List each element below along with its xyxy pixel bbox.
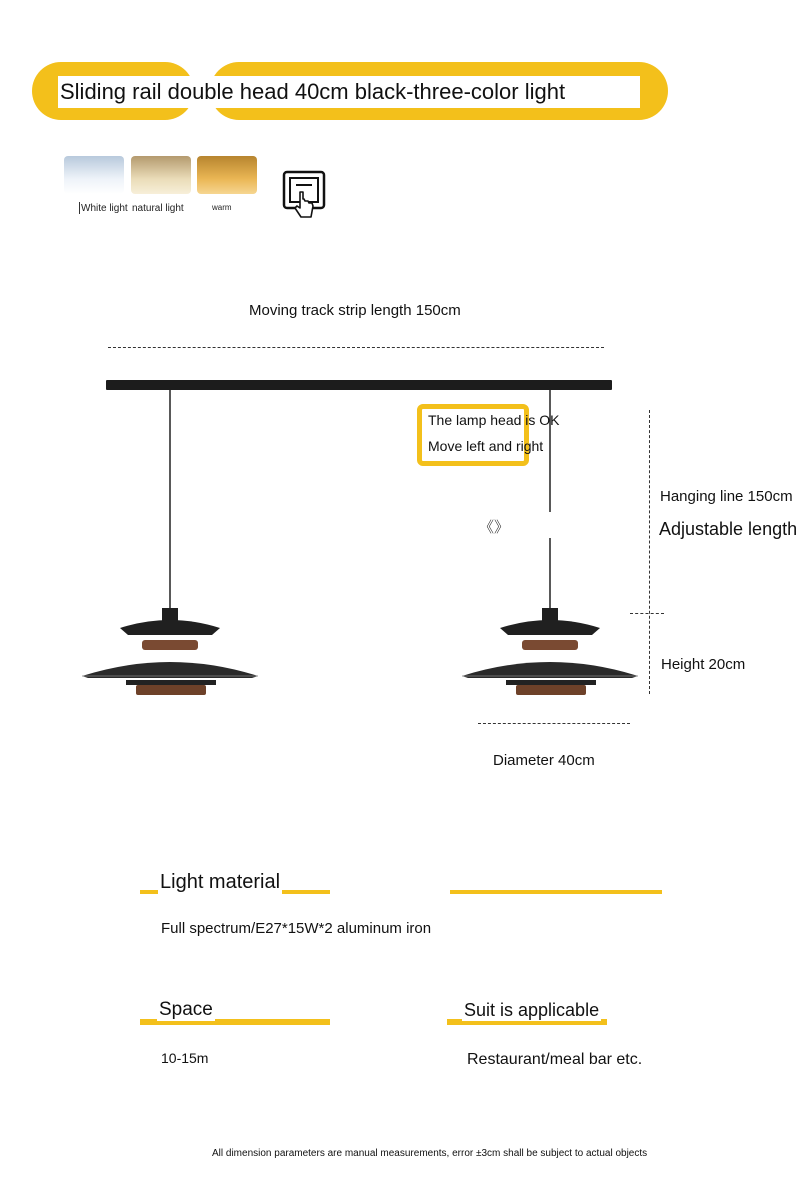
material-bar-gap — [330, 886, 450, 898]
hanging-line-label: Hanging line 150cm — [660, 488, 793, 505]
swatch-warm-light — [197, 156, 257, 194]
track-rail — [106, 380, 612, 390]
swatch-white-light — [64, 156, 124, 194]
lamp-head-note-line2: Move left and right — [428, 438, 544, 454]
swatch-divider — [79, 202, 80, 214]
adjustable-length-label: Adjustable length — [659, 519, 798, 539]
lamp-head-note-line1: The lamp head is OK — [428, 412, 560, 428]
height-label: Height 20cm — [661, 656, 746, 673]
material-label: Light material — [160, 871, 281, 893]
height-top-marker — [630, 613, 664, 614]
suit-label: Suit is applicable — [464, 1000, 600, 1020]
label-white-light: White light — [81, 203, 128, 214]
diameter-label: Diameter 40cm — [493, 752, 595, 769]
material-value: Full spectrum/E27*15W*2 aluminum iron — [161, 920, 432, 937]
label-warm-light: warm — [212, 203, 232, 212]
track-length-label: Moving track strip length 150cm — [249, 302, 461, 319]
space-label: Space — [159, 999, 213, 1020]
hanging-line-dimension — [649, 410, 650, 694]
diameter-dimension — [478, 723, 630, 724]
label-natural-light: natural light — [132, 203, 184, 214]
cable-gap — [540, 512, 560, 538]
track-length-dimension — [108, 347, 604, 348]
move-arrows: 《》 — [479, 519, 510, 536]
footer-disclaimer: All dimension parameters are manual measurements, error ±3cm shall be subject to actual objects — [212, 1148, 648, 1159]
space-value: 10-15m — [161, 1050, 209, 1066]
pendant-lamp-left — [80, 390, 280, 700]
page-title: Sliding rail double head 40cm black-three-color light — [60, 79, 566, 104]
touch-switch-icon — [282, 170, 328, 220]
suit-value: Restaurant/meal bar etc. — [467, 1051, 643, 1068]
swatch-natural-light — [131, 156, 191, 194]
